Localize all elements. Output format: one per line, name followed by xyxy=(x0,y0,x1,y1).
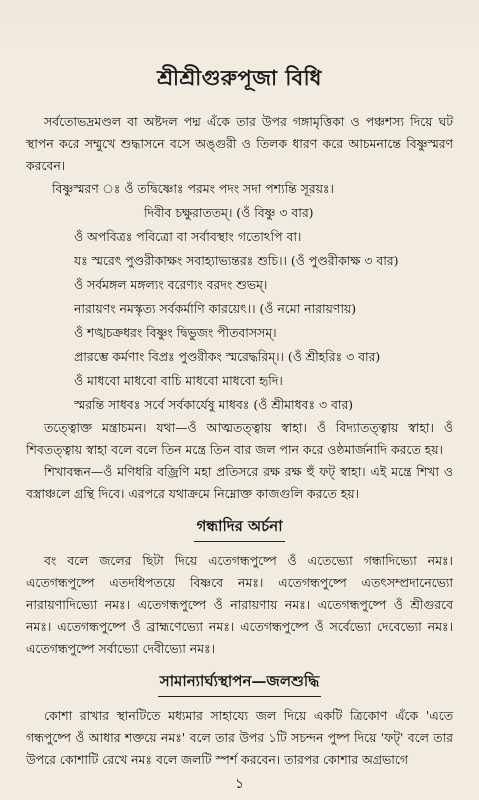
section-heading: সামান্যার্ঘ্যস্থাপন—জলশুদ্ধি xyxy=(158,670,321,697)
mantra-line: স্মরন্তি সাধবঃ সর্বে সর্বকার্যেষু মাধবঃ (ওঁ শ্রীমাধবঃ ৩ বার) xyxy=(74,397,354,412)
shikha-paragraph: শিখাবন্ধন—ওঁ মণিধরি বজ্রিণি মহা প্রতিসরে রক্ষ রক্ষ হুঁ ফট্‌ স্বাহা। এই মন্ত্রে শিখা ও বস্ত্রাঞ্চলে গ্রন্থি দিবে। এরপরে যথাক্রমে নিম্নোক্ত কাজগুলি করতে হয়। xyxy=(26,464,453,501)
tattva-paragraph: তত্ত্বোক্ত মন্ত্রাচমন। যথা—ওঁ আত্মতত্ত্বায় স্বাহা। ওঁ বিদ্যাতত্ত্বায় স্বাহা। ওঁ শিবতত্ত্বায় স্বাহা বলে বলে তিন মন্ত্রে তিন বার জল পান করে ওষ্ঠমার্জনাদি করতে হয়। xyxy=(26,420,453,457)
kosha-paragraph: কোশা রাখার স্থানটিতে মধ্যমার সাহায্যে জল দিয়ে একটি ত্রিকোণ এঁকে 'এতে গন্ধপুষ্পে ওঁ আধার শক্তয়ে নমঃ' বলে তার উপর ১টি সচন্দন পুষ্প দিয়ে 'ফট্' বলে তার উপরে কোশাটি রেখে নমঃ বলে জলটি স্পর্শ করবেন। তারপর কোশার অগ্রভাগে xyxy=(26,708,453,767)
mantra-line: দিবীব চক্ষুরাততম্। (ওঁ বিষ্ণু ৩ বার) xyxy=(144,205,314,220)
mantra-line: ওঁ শঙ্খচক্রধরং বিষ্ণুং দ্বিভুজং পীতবাসসম্। xyxy=(74,325,277,340)
gandha-paragraph: বং বলে জলের ছিটা দিয়ে এতেগন্ধপুষ্পে ওঁ এতেভ্যো গন্ধাদিভ্যো নমঃ। এতেগন্ধপুষ্পে এতদধিপতয়ে বিষ্ণবে নমঃ। এতেগন্ধপুষ্পে এতৎসম্প্রদানেভ্যো নারায়ণাদিভ্যো নমঃ। এতেগন্ধপুষ্পে ওঁ নারায়ণায় নমঃ। এতেগন্ধপুষ্পে ওঁ শ্রীগুরবে নমঃ। এতেগন্ধপুষ্পে ওঁ ব্রাহ্মণেভ্যো নমঃ। এতেগন্ধপুষ্পে ওঁ সর্বেভ্যো দেবেভ্যো নমঃ। এতেগন্ধপুষ্পে সর্বাভ্যো দেবীভ্যো নমঃ। xyxy=(26,553,453,656)
mantra-line: ওঁ সর্বমঙ্গল মঙ্গল্যং বরেণ্যং বরদং শুভম্। xyxy=(74,277,268,292)
bleed-through-shade xyxy=(0,0,479,52)
mantra-line: ওঁ মাধবো মাধবো বাচি মাধবো মাধবো হৃদি। xyxy=(74,373,283,388)
mantra-line: নারায়ণং নমস্কৃত্য সর্বকর্মাণি কারয়েৎ।। (ওঁ নমো নারায়ণায়) xyxy=(74,301,357,316)
mantra-line: বিষ্ণুস্মরণ ঃ ওঁ তদ্বিষ্ণোঃ পরমং পদং সদা পশ্যন্তি সূরয়ঃ। xyxy=(52,181,334,196)
mantra-line: যঃ স্মরেৎ পুণ্ডরীকাক্ষং সবাহ্যাভ্যন্তরঃ শুচি।। (ওঁ পুণ্ডরীকাক্ষ ৩ বার) xyxy=(74,253,399,268)
mantra-line: ওঁ অপবিত্রঃ পবিত্রো বা সর্বাবস্থাং গতোঽপি বা। xyxy=(74,229,302,244)
intro-paragraph: সর্বতোভদ্রমণ্ডল বা অষ্টদল পদ্ম এঁকে তার উপর গঙ্গামৃত্তিকা ও পঞ্চশস্য দিয়ে ঘট স্থাপন করে সম্মুখে শুদ্ধাসনে বসে অঙ্গুরী ও তিলক ধারণ করে আচমনান্তে বিষ্ণুস্মরণ করবেন। xyxy=(26,114,453,173)
page-number: ১ xyxy=(234,776,245,792)
section-heading: গন্ধাদির অর্চনা xyxy=(194,515,284,542)
mantra-line: প্রারম্ভে কর্মণাং বিপ্রঃ পুণ্ডরীকং স্মরেদ্ধরিম্।। (ওঁ শ্রীহরিঃ ৩ বার) xyxy=(74,349,381,364)
mantra-block xyxy=(26,177,453,417)
page-title: শ্রীশ্রীগুরুপূজা বিধি xyxy=(157,65,322,90)
